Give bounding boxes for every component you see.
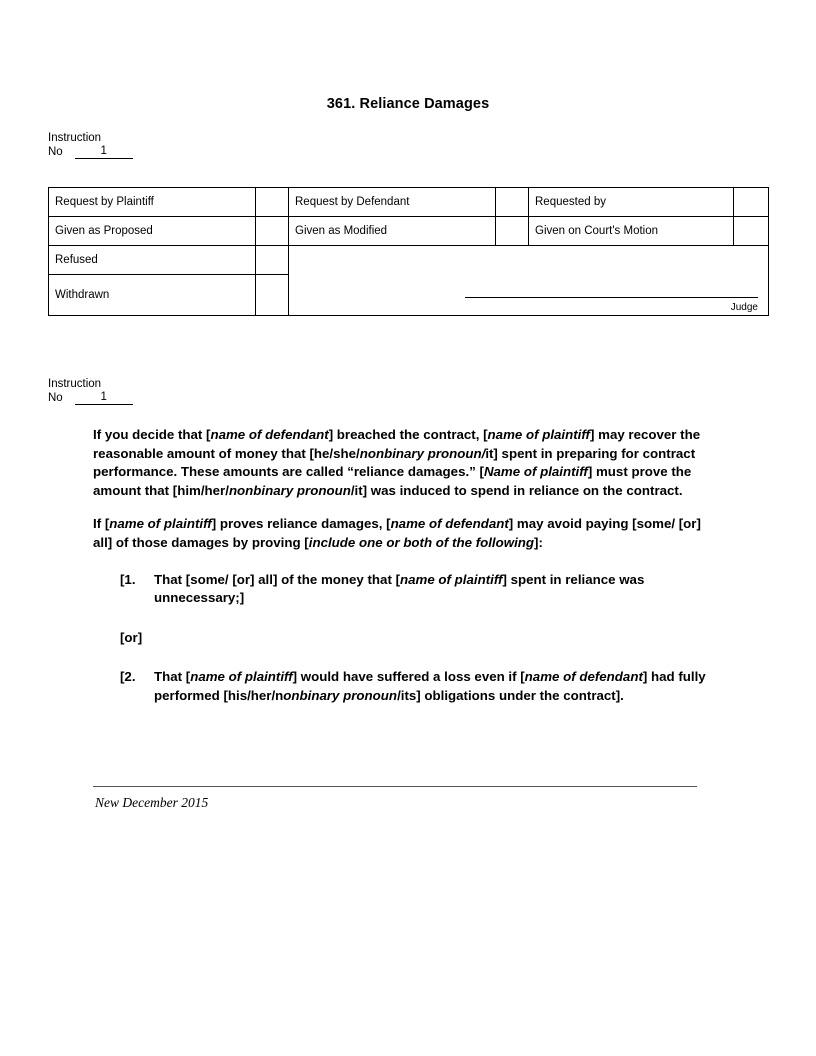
list-item-2-text bbox=[154, 668, 715, 705]
cell-withdrawn: Withdrawn bbox=[49, 275, 256, 316]
instruction-number-header-bottom bbox=[48, 377, 133, 405]
checkbox-given-as-proposed[interactable] bbox=[256, 217, 289, 246]
instruction-label-line1: Instruction bbox=[48, 132, 102, 144]
p2-placeholder-include-one: include one or both of the following bbox=[308, 534, 535, 550]
cell-requested-by: Requested by bbox=[529, 188, 734, 217]
cell-given-as-modified: Given as Modified bbox=[289, 217, 496, 246]
list-item-1 bbox=[93, 571, 715, 608]
list-item-2 bbox=[93, 668, 715, 705]
i2-seg1: That [ bbox=[154, 669, 191, 685]
p2-seg1: If [ bbox=[93, 516, 110, 532]
i2-placeholder-plaintiff: name of plaintiff bbox=[190, 669, 293, 685]
i2-placeholder-defendant: name of defendant bbox=[524, 669, 643, 685]
p1-placeholder-defendant: name of defendant bbox=[210, 427, 329, 442]
i1-seg1: That [some/ [or] all] of the money that [ bbox=[154, 571, 400, 587]
p1-seg5: ] must prove the amount that [him/her/ bbox=[93, 464, 692, 498]
instruction-body bbox=[93, 426, 715, 706]
i2-seg4: /its] obligations under the contract]. bbox=[397, 687, 624, 703]
i2-seg3: ] had fully performed [his/her/n bbox=[154, 669, 706, 703]
or-separator: [or] bbox=[120, 629, 143, 645]
instruction-label-line2: No bbox=[48, 392, 63, 404]
checkbox-given-on-courts-motion[interactable] bbox=[734, 217, 769, 246]
p2-seg2: ] proves reliance damages, [ bbox=[211, 516, 391, 532]
p1-placeholder-pronoun-1: nonbinary pronoun/ bbox=[359, 445, 486, 461]
list-item-1-text bbox=[154, 571, 715, 608]
p1-placeholder-pronoun-2: nonbinary pronoun bbox=[228, 482, 351, 498]
i2-placeholder-pronoun: onbinary pronoun bbox=[283, 687, 398, 703]
signature-inner bbox=[289, 246, 768, 315]
p1-placeholder-plaintiff: name of plaintiff bbox=[487, 427, 590, 442]
paragraph-1 bbox=[93, 426, 715, 500]
list-item-2-marker: [2. bbox=[120, 669, 136, 685]
signature-line bbox=[465, 297, 758, 298]
paragraph-2 bbox=[93, 515, 715, 552]
footer-revision-note: New December 2015 bbox=[95, 795, 209, 810]
checkbox-requested-by[interactable] bbox=[734, 188, 769, 217]
table-row bbox=[49, 188, 769, 217]
checkbox-refused[interactable] bbox=[256, 246, 289, 275]
p1-seg1: If you decide that [ bbox=[93, 427, 211, 442]
table-row bbox=[49, 246, 769, 275]
instruction-label-line1: Instruction bbox=[48, 378, 102, 390]
checkbox-withdrawn[interactable] bbox=[256, 275, 289, 316]
cell-request-by-defendant: Request by Defendant bbox=[289, 188, 496, 217]
p2-seg3: ] may avoid paying [some/ [or] all] of those damages by proving [ bbox=[93, 516, 701, 550]
checkbox-given-as-modified[interactable] bbox=[496, 217, 529, 246]
instruction-number-header-top bbox=[48, 131, 133, 159]
checkbox-request-by-plaintiff[interactable] bbox=[256, 188, 289, 217]
i1-seg2: ] spent in reliance was unnecessary;] bbox=[154, 571, 645, 606]
cell-refused: Refused bbox=[49, 246, 256, 275]
i1-placeholder-plaintiff: name of plaintiff bbox=[400, 571, 503, 587]
p1-placeholder-plaintiff-2: Name of plaintiff bbox=[483, 464, 588, 480]
footer-divider bbox=[93, 786, 697, 787]
judge-signature-area[interactable] bbox=[289, 246, 769, 316]
cell-given-on-courts-motion: Given on Court's Motion bbox=[529, 217, 734, 246]
checkbox-request-by-defendant[interactable] bbox=[496, 188, 529, 217]
cell-request-by-plaintiff: Request by Plaintiff bbox=[49, 188, 256, 217]
ruling-table bbox=[48, 187, 769, 316]
instruction-number-field-bottom[interactable]: 1 bbox=[75, 391, 133, 405]
p1-seg2: ] breached the contract, [ bbox=[328, 427, 488, 442]
i2-seg2: ] would have suffered a loss even if [ bbox=[292, 669, 525, 685]
instruction-number-field-top[interactable]: 1 bbox=[75, 145, 133, 159]
p2-seg4: ]: bbox=[534, 534, 543, 550]
table-row bbox=[49, 217, 769, 246]
list-item-1-marker: [1. bbox=[120, 571, 136, 587]
page-title: 361. Reliance Damages bbox=[326, 96, 490, 112]
p2-placeholder-defendant: name of defendant bbox=[390, 516, 509, 532]
cell-given-as-proposed: Given as Proposed bbox=[49, 217, 256, 246]
instruction-label-line2: No bbox=[48, 146, 63, 158]
p2-placeholder-plaintiff: name of plaintiff bbox=[109, 516, 212, 532]
p1-seg6: /it] was induced to spend in reliance on the contract. bbox=[350, 482, 683, 498]
signature-caption: Judge bbox=[730, 302, 758, 313]
p1-seg4: it] spent in preparing for contract performance. These amounts are called “reliance damages.” [ bbox=[93, 445, 696, 480]
p1-seg3: ] may recover the reasonable amount of money that [he/she/ bbox=[93, 427, 701, 461]
